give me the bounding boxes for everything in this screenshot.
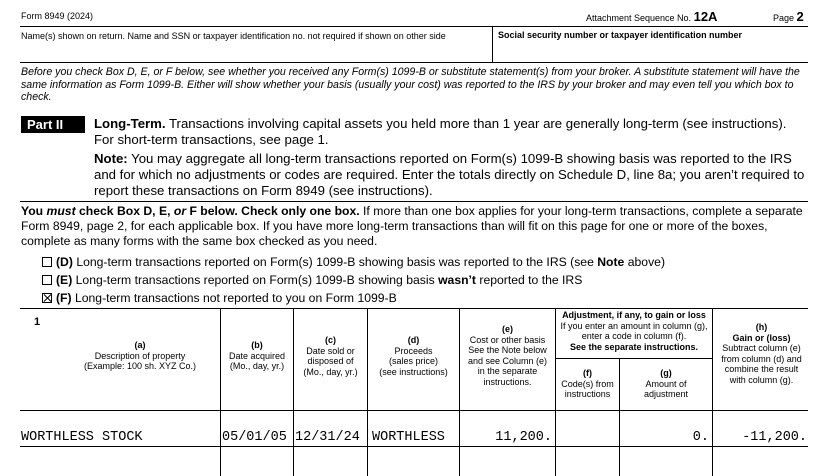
page-number: 2 — [796, 9, 804, 24]
box-f-text-1: Long-term transactions not reported to you on Form 1099-B — [74, 291, 397, 305]
ssn-label: Social security number or taxpayer identification number — [498, 30, 743, 40]
col-h-line: Subtract column (e) — [722, 343, 801, 353]
name-field[interactable] — [21, 42, 489, 61]
attachment-number: 12A — [693, 9, 718, 24]
box-f-letter: (F) — [56, 291, 72, 305]
row-adjustment[interactable]: 0. — [692, 430, 709, 445]
part-title: Long-Term. — [94, 116, 166, 131]
page-label: Page — [773, 13, 795, 23]
adjustment-see-instructions: See the separate instructions. — [569, 341, 699, 352]
col-h-line: with column (g). — [729, 374, 794, 385]
line-number: 1 — [34, 316, 41, 328]
intro-paragraph: Before you check Box D, E, or F below, see whether you received any Form(s) 1099-B or substitute statement(s) from your broker. A substitute statement will have the same information as Form 1099-B. Either will show whether your basis (usually your cost) was reported to the IRS by your broker and may even tell you which box to check. — [21, 66, 800, 103]
col-b-header — [221, 340, 293, 372]
box-e-text-1: Long-term transactions reported on Form(s) 1099-B showing basis — [75, 273, 435, 287]
col-d-line: (see instructions) — [379, 366, 448, 377]
box-d-checkbox[interactable] — [42, 257, 52, 267]
box-e-letter: (E) — [56, 273, 73, 287]
adjustment-title: Adjustment, if any, to gain or loss — [562, 310, 706, 320]
col-d-label: (d) — [407, 335, 420, 345]
name-row-divider — [20, 62, 808, 63]
box-e-text-bold: wasn’t — [438, 273, 476, 287]
part-divider — [20, 201, 808, 202]
col-e-line: in the separate — [477, 366, 538, 376]
row-date-sold[interactable]: 12/31/24 — [295, 430, 360, 445]
attachment-label: Attachment Sequence No. — [586, 13, 692, 23]
col-h-header — [713, 322, 810, 385]
col-f-line: instructions — [564, 389, 611, 399]
col-h-line: combine the result — [724, 364, 799, 374]
box-d-letter: (D) — [56, 255, 73, 269]
form-label: Form 8949 (2024) — [21, 11, 94, 21]
attachment-sequence — [586, 9, 717, 24]
col-g-line: Amount of — [645, 378, 687, 389]
col-divider-c — [293, 308, 294, 476]
col-a-header — [60, 340, 220, 372]
row-description[interactable]: WORTHLESS STOCK — [21, 430, 143, 445]
header-divider — [20, 26, 808, 27]
note-text: You may aggregate all long-term transactions reported on Form(s) 1099-B showing basis was reported to the IRS and for which no adjustments or codes are required. Enter the totals directly on Schedule D, line 8a; you aren’t required to report these transactions on Form 8949 (see instructions). — [94, 151, 805, 198]
col-d-line: (sales price) — [388, 356, 438, 366]
box-e-row — [42, 273, 582, 288]
col-f-line: Code(s) from — [561, 378, 614, 389]
col-d-header — [368, 335, 459, 377]
col-e-line: See the Note below — [468, 345, 547, 355]
col-e-label: (e) — [502, 324, 513, 334]
check-lead-or: or — [173, 204, 187, 218]
col-divider-d — [367, 308, 368, 476]
table-row-divider — [20, 446, 808, 447]
box-d-text-2: above) — [627, 255, 665, 269]
check-lead-3: F below. Check only one box. — [189, 204, 360, 218]
col-e-line: instructions. — [483, 376, 532, 387]
check-lead-must: must — [46, 204, 76, 218]
page-indicator — [773, 9, 804, 24]
adjustment-line: If you enter an amount in column (g), — [560, 320, 708, 331]
name-ssn-divider — [492, 26, 493, 62]
col-g-header — [620, 368, 712, 400]
col-b-line: Date acquired — [228, 350, 286, 361]
box-f-row — [42, 291, 397, 306]
col-e-line: and see Column (e) — [467, 355, 548, 366]
col-e-line: Cost or other basis — [469, 334, 546, 345]
col-a-line: (Example: 100 sh. XYZ Co.) — [83, 361, 197, 371]
adjustment-line: enter a code in column (f). — [581, 331, 687, 341]
box-f-checkbox[interactable] — [42, 293, 52, 303]
table-header-bottom — [20, 410, 808, 411]
col-divider-b — [220, 308, 221, 476]
col-g-line: adjustment — [643, 389, 689, 399]
part-badge: Part II — [21, 116, 85, 133]
col-f-label: (f) — [583, 368, 592, 378]
box-e-text-2: reported to the IRS — [479, 273, 583, 287]
col-h-title: Gain or (loss) — [732, 332, 791, 343]
box-d-text-bold: Note — [597, 255, 625, 269]
col-c-line: disposed of — [307, 356, 354, 366]
col-b-label: (b) — [251, 340, 263, 350]
check-instruction-text: If more than one box applies for your long-term transactions, complete a separate Form 8949, page 2, for each applicable box. If you have more long-term transactions than will fit on this page for one or more of the boxes, complete as many forms with the same box checked as you need. — [21, 204, 803, 248]
box-d-text-1: Long-term transactions reported on Form(s) 1099-B showing basis was reported to the IRS (see — [76, 255, 594, 269]
col-f-header — [556, 368, 619, 400]
col-a-line: Description of property — [94, 350, 186, 361]
col-h-label: (h) — [755, 322, 768, 332]
adjustment-header — [556, 310, 712, 352]
col-c-line: (Mo., day, yr.) — [303, 366, 358, 377]
row-cost[interactable]: 11,200. — [495, 430, 552, 445]
col-a-label: (a) — [134, 340, 146, 350]
col-e-header — [460, 324, 555, 387]
col-c-line: Date sold or — [306, 345, 355, 356]
check-lead-1: You — [21, 204, 44, 218]
row-date-acquired[interactable]: 05/01/05 — [222, 430, 287, 445]
note-label: Note: — [94, 151, 128, 166]
row-proceeds[interactable]: WORTHLESS — [372, 430, 445, 445]
col-c-header — [294, 335, 367, 377]
ssn-field[interactable] — [496, 42, 806, 61]
col-b-line: (Mo., day, yr.) — [229, 361, 285, 371]
box-e-checkbox[interactable] — [42, 275, 52, 285]
col-h-line: from column (d) and — [721, 353, 802, 364]
row-gain-loss[interactable]: -11,200. — [742, 430, 807, 445]
adjustment-subdivider — [555, 358, 712, 359]
col-d-line: Proceeds — [394, 345, 433, 356]
col-c-label: (c) — [325, 335, 336, 345]
part-title-block — [94, 116, 799, 148]
part-title-text: Transactions involving capital assets you held more than 1 year are generally long-term (see instructions). For short-term transactions, see page 1. — [94, 116, 787, 147]
check-lead-2: check Box D, E, — [79, 204, 171, 218]
box-d-row — [42, 255, 665, 270]
check-instruction — [21, 204, 813, 249]
part-note-block — [94, 151, 809, 199]
col-g-label: (g) — [660, 368, 672, 378]
table-top-border — [20, 308, 808, 309]
name-label: Name(s) shown on return. Name and SSN or taxpayer identification no. not required if shown on other side — [21, 31, 446, 41]
